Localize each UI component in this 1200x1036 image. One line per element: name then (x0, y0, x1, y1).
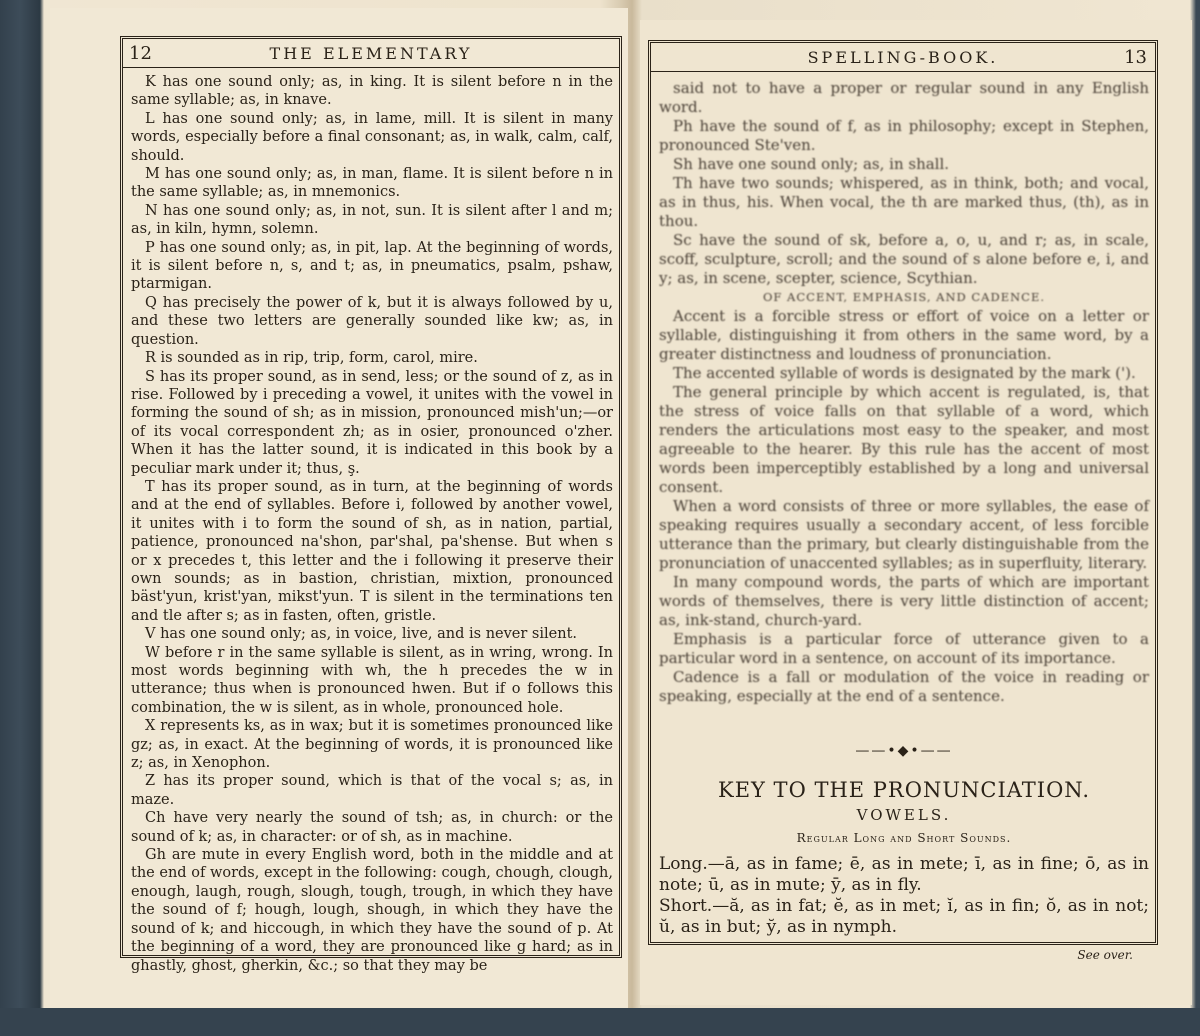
right-running-title: SPELLING-BOOK. (807, 48, 999, 67)
paragraph: T has its proper sound, as in turn, at the beginning of words and at the end of syllables. Before i, followed by another vowel, it unites with i to form the sound of sh, as in nation, partial, patience, pronounced na'shon, par'shal, pa'shense. But when s or x precedes t, this letter and the i following it preserve their own sounds; as in bastion, christian, mixtion, pronounced bäst'yun, krist'yan, mikst'yun. T is silent in the terminations ten and tle after s; as in fasten, often, gristle. (131, 478, 613, 624)
paragraph: Cadence is a fall or modulation of the voice in reading or speaking, especially at the end of a sentence. (659, 668, 1149, 705)
paragraph: K has one sound only; as, in king. It is silent before n in the same syllable; as, in knave. (131, 74, 613, 109)
left-page-number: 12 (129, 43, 152, 64)
paragraph: Accent is a forcible stress or effort of voice on a letter or syllable, distinguishing it from others in the same word, by a greater distinctness and loudness of pronunciation. (659, 307, 1149, 363)
left-page (50, 8, 628, 1008)
paragraph: The accented syllable of words is designated by the mark ('). (673, 364, 1136, 382)
paragraph: M has one sound only; as, in man, flame. It is silent before n in the same syllable; as, in mnemonics. (131, 166, 613, 201)
paragraph: Gh are mute in every English word, both in the middle and at the end of words, except in the following: cough, chough, clough, enough, laugh, rough, slough, tough, trough, in which they have the sound of f; hough, lough, shough, in which they have the sound of k; and hiccough, in which they have the sound of p. At the beginning of a word, they are pronounced like g hard; as in ghastly, ghost, gherkin, &c.; so that they may be (131, 847, 613, 974)
paragraph: V has one sound only; as, in voice, live, and is never silent. (145, 626, 578, 643)
paragraph: said not to have a proper or regular sound in any English word. (659, 79, 1149, 116)
short-vowels-line: Short.—ă, as in fat; ĕ, as in met; ĭ, as in fin; ŏ, as in not; ŭ, as in but; y̆, as in nymph. (659, 896, 1149, 937)
paragraph: Ch have very nearly the sound of tsh; as, in church: or the sound of k; as, in character: or of sh, as in machine. (131, 810, 613, 845)
long-vowels-line: Long.—ā, as in fame; ē, as in mete; ī, as in fine; ō, as in note; ū, as in mute; ȳ, as in fly. (659, 854, 1149, 895)
paragraph: When a word consists of three or more syllables, the ease of speaking requires usually a secondary accent, of less forcible utterance than the primary, but clearly distinguishable from the pronunciation of unaccented syllables; as in superfluity, literary. (659, 497, 1149, 572)
paragraph: In many compound words, the parts of which are important words of themselves, there is very little distinction of accent; as, ink-stand, church-yard. (659, 573, 1149, 629)
see-over-note: See over. (1077, 948, 1133, 962)
right-page-number: 13 (1124, 47, 1147, 68)
paragraph: Q has precisely the power of k, but it is always followed by u, and these two letters are generally sounded like kw; as, in question. (131, 294, 613, 348)
right-body-text (659, 79, 1149, 965)
key-subtitle: VOWELS. (856, 806, 952, 824)
paragraph: Sc have the sound of sk, before a, o, u, and r; as, in scale, scoff, sculpture, scroll; and the sound of s alone before e, i, and y; as, in scene, scepter, science, Scythian. (659, 231, 1149, 287)
book-cover-edge (0, 1008, 1200, 1036)
paragraph: Th have two sounds; whispered, as in think, both; and vocal, as in thus, his. When vocal, the th are marked thus, (th), as in thou. (659, 174, 1149, 230)
paragraph: W before r in the same syllable is silent, as in wring, wrong. In most words beginning with wh, the h precedes the w in utterance; thus when is pronounced hwen. But if o follows this combination, the w is silent, as in whole, pronounced hole. (131, 644, 613, 716)
paragraph: R is sounded as in rip, trip, form, carol, mire. (145, 350, 478, 367)
key-title: KEY TO THE PRONUNCIATION. (718, 778, 1090, 802)
paragraph: P has one sound only; as, in pit, lap. At the beginning of words, it is silent before n, s, and t; as, in pneumatics, psalm, pshaw, ptarmigan. (131, 239, 613, 293)
section-heading: OF ACCENT, EMPHASIS, AND CADENCE. (762, 290, 1046, 304)
paragraph: Z has its proper sound, which is that of the vocal s; as, in maze. (131, 773, 613, 808)
right-page-frame (648, 40, 1158, 962)
paragraph: N has one sound only; as, in not, sun. It is silent after l and m; as, in kiln, hymn, solemn. (131, 202, 613, 238)
left-body-text (131, 73, 613, 975)
left-running-title: THE ELEMENTARY (269, 44, 473, 63)
paragraph: S has its proper sound, as in send, less; or the sound of z, as in rise. Followed by i preceding a vowel, it unites with the vowel in forming the sound of sh; as in mission, pronounced mish'un;—or of its vocal correspondent zh; as in osier, pronounced o'zher. When it has the latter sound, it is indicated in this book by a peculiar mark under it; thus, ş. (131, 368, 613, 477)
right-running-head (651, 43, 1155, 72)
paragraph: Emphasis is a particular force of utterance given to a particular word in a sentence, on account of its importance. (659, 630, 1149, 667)
ornament-divider: ——•◆•—— (855, 743, 953, 759)
paragraph: X represents ks, as in wax; but it is sometimes pronounced like gz; as, in exact. At the beginning of words, it is pronounced like z; as, in Xenophon. (131, 718, 613, 772)
paragraph: The general principle by which accent is regulated, is, that the stress of voice falls on that syllable of a word, which renders the articulations most easy to the speaker, and most agreeable to the hearer. By this rule has the accent of most words been imperceptibly established by a long and universal consent. (659, 383, 1149, 496)
left-page-frame (120, 36, 622, 974)
key-subsubtitle: Regular Long and Short Sounds. (796, 831, 1012, 845)
left-running-head (123, 39, 619, 68)
right-page (640, 20, 1192, 1005)
blurred-section (659, 79, 1149, 706)
paragraph: Ph have the sound of f, as in philosophy; except in Stephen, pronounced Ste'ven. (659, 117, 1149, 154)
paragraph: Sh have one sound only; as, in shall. (673, 155, 950, 173)
paragraph: L has one sound only; as, in lame, mill. It is silent in many words, especially before a final consonant; as, in walk, calm, calf, should. (131, 110, 613, 164)
